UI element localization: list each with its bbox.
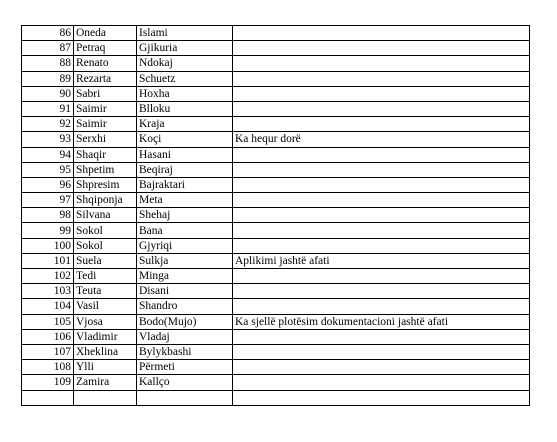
note-cell	[233, 329, 530, 344]
note-cell	[233, 208, 530, 223]
row-number-cell: 104	[22, 299, 74, 314]
first-name-cell: Shpetim	[74, 162, 137, 177]
note-cell	[233, 56, 530, 71]
note-cell	[233, 269, 530, 284]
table-row	[22, 375, 530, 390]
table-row	[22, 238, 530, 253]
first-name-cell: Vasil	[74, 299, 137, 314]
table-row	[22, 147, 530, 162]
table-row	[22, 223, 530, 238]
last-name-cell: Bana	[137, 223, 233, 238]
first-name-cell: Sokol	[74, 223, 137, 238]
table-row	[22, 284, 530, 299]
last-name-cell: Blloku	[137, 101, 233, 116]
row-number-cell: 91	[22, 101, 74, 116]
note-cell	[233, 223, 530, 238]
first-name-cell: Oneda	[74, 26, 137, 41]
note-cell	[233, 117, 530, 132]
table-row	[22, 299, 530, 314]
note-cell	[233, 284, 530, 299]
table-row	[22, 360, 530, 375]
first-name-cell: Saimir	[74, 117, 137, 132]
row-number-cell: 90	[22, 86, 74, 101]
note-cell	[233, 299, 530, 314]
note-cell	[233, 147, 530, 162]
note-cell: Ka hequr dorë	[233, 132, 530, 147]
row-number-cell: 98	[22, 208, 74, 223]
first-name-cell: Suela	[74, 253, 137, 268]
row-number-cell: 109	[22, 375, 74, 390]
first-name-cell	[74, 390, 137, 405]
last-name-cell: Vladaj	[137, 329, 233, 344]
table-row	[22, 101, 530, 116]
first-name-cell: Shqiponja	[74, 193, 137, 208]
first-name-cell: Teuta	[74, 284, 137, 299]
row-number-cell: 87	[22, 41, 74, 56]
note-cell	[233, 238, 530, 253]
last-name-cell: Bodo(Mujo)	[137, 314, 233, 329]
first-name-cell: Saimir	[74, 101, 137, 116]
row-number-cell: 101	[22, 253, 74, 268]
note-cell	[233, 71, 530, 86]
first-name-cell: Zamira	[74, 375, 137, 390]
row-number-cell: 100	[22, 238, 74, 253]
first-name-cell: Shaqir	[74, 147, 137, 162]
candidate-table	[21, 25, 530, 406]
table-row	[22, 390, 530, 405]
row-number-cell: 93	[22, 132, 74, 147]
first-name-cell: Sabri	[74, 86, 137, 101]
note-cell	[233, 390, 530, 405]
note-cell: Aplikimi jashtë afati	[233, 253, 530, 268]
table-row	[22, 314, 530, 329]
row-number-cell: 106	[22, 329, 74, 344]
table-row	[22, 41, 530, 56]
note-cell	[233, 360, 530, 375]
table-row	[22, 86, 530, 101]
note-cell: Ka sjellë plotësim dokumentacioni jashtë afati	[233, 314, 530, 329]
row-number-cell: 105	[22, 314, 74, 329]
first-name-cell: Petraq	[74, 41, 137, 56]
last-name-cell: Shandro	[137, 299, 233, 314]
first-name-cell: Sokol	[74, 238, 137, 253]
table-row	[22, 177, 530, 192]
last-name-cell: Koçi	[137, 132, 233, 147]
first-name-cell: Vjosa	[74, 314, 137, 329]
last-name-cell: Përmeti	[137, 360, 233, 375]
first-name-cell: Shpresim	[74, 177, 137, 192]
last-name-cell: Islami	[137, 26, 233, 41]
last-name-cell: Disani	[137, 284, 233, 299]
last-name-cell	[137, 390, 233, 405]
last-name-cell: Ndokaj	[137, 56, 233, 71]
row-number-cell: 97	[22, 193, 74, 208]
row-number-cell: 108	[22, 360, 74, 375]
last-name-cell: Gjikuria	[137, 41, 233, 56]
table-row	[22, 117, 530, 132]
first-name-cell: Vladimir	[74, 329, 137, 344]
row-number-cell: 95	[22, 162, 74, 177]
last-name-cell: Beqiraj	[137, 162, 233, 177]
last-name-cell: Sulkja	[137, 253, 233, 268]
last-name-cell: Hoxha	[137, 86, 233, 101]
note-cell	[233, 101, 530, 116]
last-name-cell: Minga	[137, 269, 233, 284]
last-name-cell: Gjyriqi	[137, 238, 233, 253]
last-name-cell: Kallço	[137, 375, 233, 390]
table-row	[22, 269, 530, 284]
row-number-cell: 94	[22, 147, 74, 162]
last-name-cell: Kraja	[137, 117, 233, 132]
table-row	[22, 329, 530, 344]
row-number-cell: 103	[22, 284, 74, 299]
last-name-cell: Bylykbashi	[137, 344, 233, 359]
row-number-cell: 99	[22, 223, 74, 238]
table-row	[22, 56, 530, 71]
table-row	[22, 193, 530, 208]
first-name-cell: Serxhi	[74, 132, 137, 147]
first-name-cell: Rezarta	[74, 71, 137, 86]
row-number-cell: 102	[22, 269, 74, 284]
note-cell	[233, 193, 530, 208]
note-cell	[233, 177, 530, 192]
first-name-cell: Ylli	[74, 360, 137, 375]
table-row	[22, 208, 530, 223]
last-name-cell: Meta	[137, 193, 233, 208]
first-name-cell: Xheklina	[74, 344, 137, 359]
note-cell	[233, 344, 530, 359]
table-row	[22, 71, 530, 86]
row-number-cell: 107	[22, 344, 74, 359]
row-number-cell: 92	[22, 117, 74, 132]
table-row	[22, 344, 530, 359]
row-number-cell: 89	[22, 71, 74, 86]
note-cell	[233, 86, 530, 101]
table-row	[22, 162, 530, 177]
table-row	[22, 26, 530, 41]
note-cell	[233, 26, 530, 41]
row-number-cell: 88	[22, 56, 74, 71]
last-name-cell: Schuetz	[137, 71, 233, 86]
first-name-cell: Tedi	[74, 269, 137, 284]
row-number-cell: 96	[22, 177, 74, 192]
note-cell	[233, 41, 530, 56]
last-name-cell: Hasani	[137, 147, 233, 162]
candidate-table-body	[22, 26, 530, 406]
first-name-cell: Renato	[74, 56, 137, 71]
row-number-cell: 86	[22, 26, 74, 41]
row-number-cell	[22, 390, 74, 405]
table-row	[22, 132, 530, 147]
note-cell	[233, 162, 530, 177]
last-name-cell: Bajraktari	[137, 177, 233, 192]
first-name-cell: Silvana	[74, 208, 137, 223]
note-cell	[233, 375, 530, 390]
last-name-cell: Shehaj	[137, 208, 233, 223]
table-row	[22, 253, 530, 268]
